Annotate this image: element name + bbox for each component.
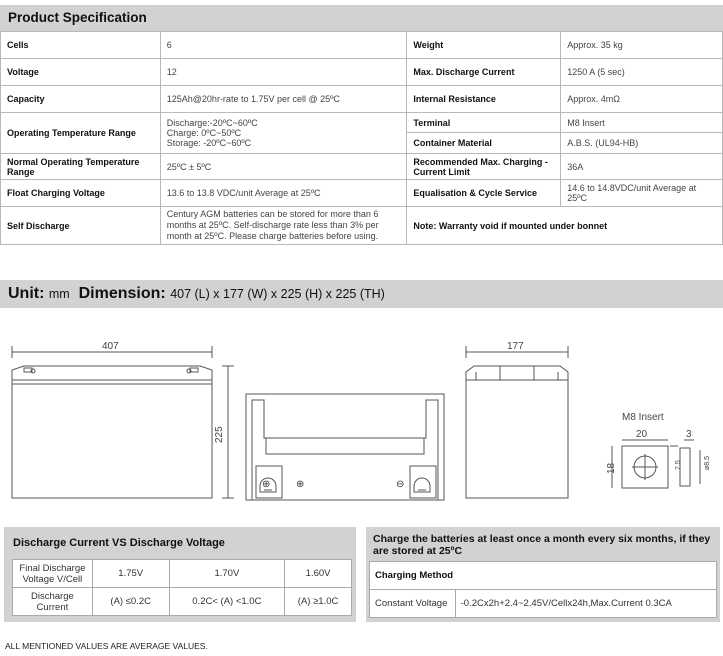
warranty-note: Note: Warranty void if mounted under bonnet bbox=[407, 207, 723, 245]
spec-header bbox=[0, 5, 723, 31]
table-row bbox=[1, 113, 723, 133]
table-row bbox=[1, 154, 723, 180]
row-label: Discharge Current bbox=[13, 588, 93, 616]
spec-value: 36A bbox=[561, 154, 723, 180]
dimension-header bbox=[0, 280, 723, 308]
m8-insert-detail bbox=[612, 440, 700, 488]
plus-terminal-icon: ⊕ bbox=[296, 479, 305, 490]
spec-value: 1250 A (5 sec) bbox=[561, 59, 723, 86]
spec-value: 12 bbox=[160, 59, 407, 86]
constant-voltage-value: -0.2Cx2h+2.4~2.45V/Cellx24h,Max.Current 0.3CA bbox=[455, 590, 716, 618]
insert-diameter-label: ø8.5 bbox=[704, 455, 711, 470]
spec-label: Equalisation & Cycle Service bbox=[407, 180, 561, 207]
spec-label: Terminal bbox=[407, 113, 561, 133]
table-row bbox=[13, 560, 352, 588]
current-cell: (A) ≤0.2C bbox=[92, 588, 169, 616]
spec-label: Operating Temperature Range bbox=[1, 113, 161, 154]
footer-note: ALL MENTIONED VALUES ARE AVERAGE VALUES. bbox=[5, 641, 208, 651]
table-row bbox=[1, 59, 723, 86]
dimension-value: 407 (L) x 177 (W) x 225 (H) x 225 (TH) bbox=[170, 287, 385, 301]
current-cell: 0.2C< (A) <1.0C bbox=[169, 588, 285, 616]
spec-label: Normal Operating Temperature Range bbox=[1, 154, 161, 180]
spec-title: Product Specification bbox=[8, 10, 147, 25]
unit-value: mm bbox=[48, 287, 70, 301]
table-row bbox=[370, 562, 717, 590]
discharge-table bbox=[12, 559, 352, 616]
spec-value: 13.6 to 13.8 VDC/unit Average at 25ºC bbox=[160, 180, 407, 207]
spec-label: Cells bbox=[1, 32, 161, 59]
charging-table bbox=[369, 561, 717, 618]
unit-label: Unit: bbox=[8, 285, 45, 302]
minus-terminal-icon: ⊖ bbox=[396, 479, 405, 490]
spec-value: 125Ah@20hr-rate to 1.75V per cell @ 25ºC bbox=[160, 86, 407, 113]
spec-label: Weight bbox=[407, 32, 561, 59]
table-row bbox=[13, 588, 352, 616]
voltage-cell: 1.60V bbox=[285, 560, 352, 588]
row-label: Final Discharge Voltage V/Cell bbox=[13, 560, 93, 588]
constant-voltage-label: Constant Voltage bbox=[370, 590, 456, 618]
voltage-cell: 1.75V bbox=[92, 560, 169, 588]
table-row bbox=[1, 180, 723, 207]
voltage-cell: 1.70V bbox=[169, 560, 285, 588]
spec-value: Approx. 35 kg bbox=[561, 32, 723, 59]
spec-value: Century AGM batteries can be stored for more than 6 months at 25ºC. Self-discharge rate less than 3% per month at 25ºC. Please charge batteries before using. bbox=[160, 207, 407, 245]
spec-value: 6 bbox=[160, 32, 407, 59]
dimension-label: Dimension: bbox=[78, 285, 166, 302]
charging-panel bbox=[366, 527, 720, 622]
temp-discharge: Discharge:-20ºC~60ºC bbox=[166, 118, 258, 128]
length-label: 407 bbox=[102, 341, 119, 352]
spec-value bbox=[160, 113, 407, 154]
top-view bbox=[246, 394, 444, 500]
spec-label: Recommended Max. Charging - Current Limit bbox=[407, 154, 561, 180]
spec-table bbox=[0, 31, 723, 245]
table-row bbox=[1, 32, 723, 59]
temp-storage: Storage: -20ºC~60ºC bbox=[166, 138, 252, 148]
plus-terminal-icon: ⊕ bbox=[262, 479, 271, 490]
spec-label: Float Charging Voltage bbox=[1, 180, 161, 207]
charging-method-label: Charging Method bbox=[370, 562, 717, 590]
spec-label: Self Discharge bbox=[1, 207, 161, 245]
spec-label: Voltage bbox=[1, 59, 161, 86]
table-row bbox=[370, 590, 717, 618]
discharge-panel bbox=[4, 527, 356, 622]
spec-value: A.B.S. (UL94-HB) bbox=[561, 133, 723, 154]
insert-thickness-label: 3 bbox=[686, 429, 692, 440]
height-label: 225 bbox=[214, 426, 225, 443]
current-cell: (A) ≥1.0C bbox=[285, 588, 352, 616]
temp-charge: Charge: 0ºC~50ºC bbox=[166, 128, 242, 138]
spec-label: Capacity bbox=[1, 86, 161, 113]
table-row bbox=[1, 207, 723, 245]
insert-title: M8 Insert bbox=[622, 412, 664, 423]
spec-label: Container Material bbox=[407, 133, 561, 154]
insert-depth-label: 7.5 bbox=[675, 460, 682, 470]
spec-value: Approx. 4mΩ bbox=[561, 86, 723, 113]
insert-width-label: 20 bbox=[636, 429, 648, 440]
charging-note: Charge the batteries at least once a month every six months, if they are stored at 25ºC bbox=[373, 533, 711, 557]
insert-height-label: 18 bbox=[606, 462, 617, 474]
spec-value: 14.6 to 14.8VDC/unit Average at 25ºC bbox=[561, 180, 723, 207]
discharge-title: Discharge Current VS Discharge Voltage bbox=[13, 537, 225, 549]
side-view bbox=[466, 346, 568, 498]
spec-label: Max. Discharge Current bbox=[407, 59, 561, 86]
spec-value: M8 Insert bbox=[561, 113, 723, 133]
front-view bbox=[12, 346, 234, 498]
dimension-drawing bbox=[0, 316, 723, 516]
spec-label: Internal Resistance bbox=[407, 86, 561, 113]
table-row bbox=[1, 86, 723, 113]
width-label: 177 bbox=[507, 341, 524, 352]
spec-value: 25ºC ± 5ºC bbox=[160, 154, 407, 180]
